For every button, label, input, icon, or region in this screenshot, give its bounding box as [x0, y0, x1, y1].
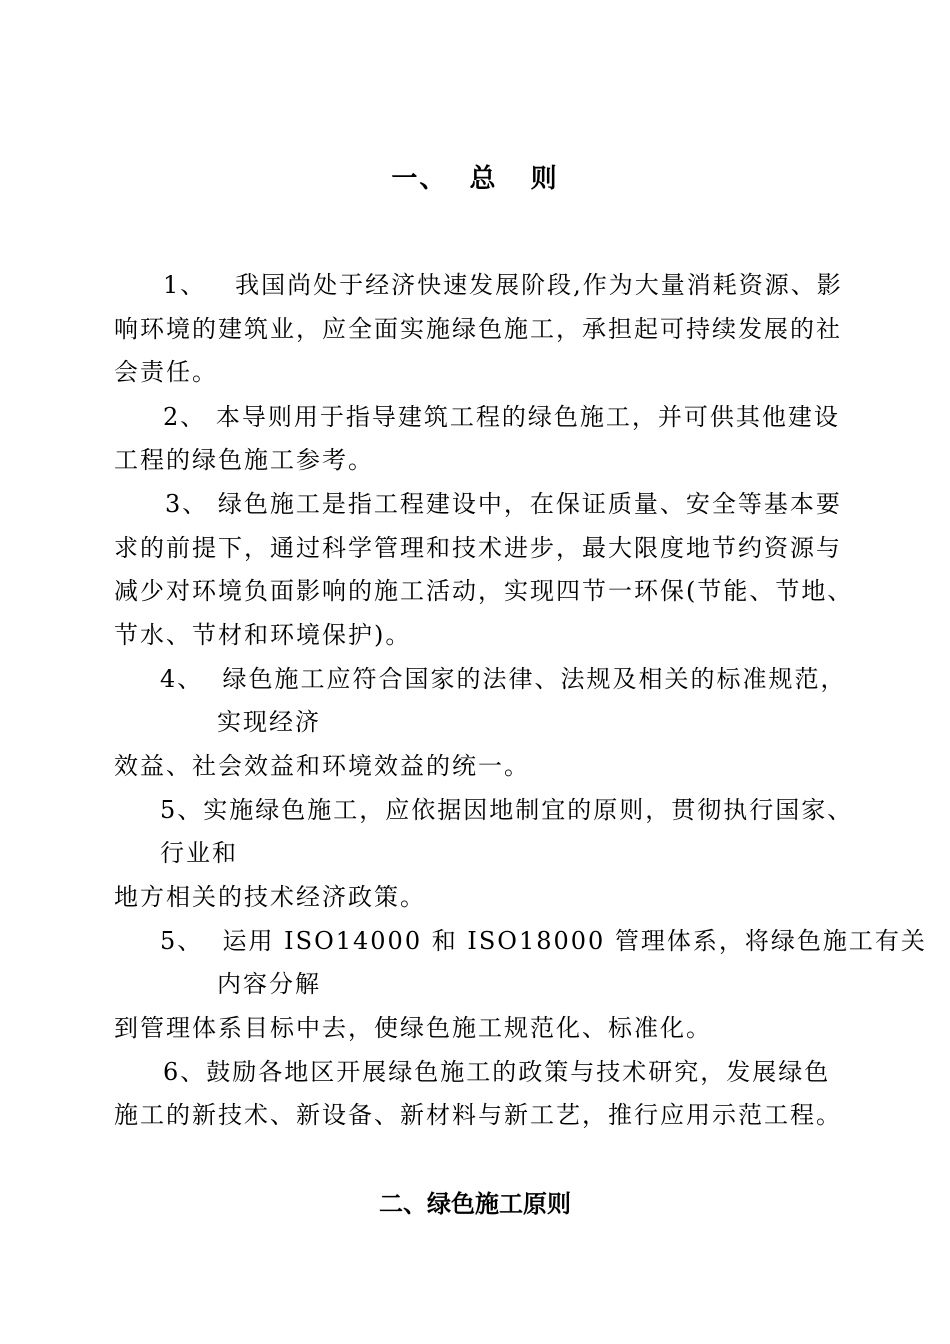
paragraph-line: 行业和: [160, 839, 238, 867]
paragraph-line: 响环境的建筑业，应全面实施绿色施工，承担起可持续发展的社: [114, 315, 842, 343]
paragraph-line: 地方相关的技术经济政策。: [114, 883, 426, 911]
paragraph-line: 减少对环境负面影响的施工活动，实现四节一环保(节能、节地、: [114, 577, 854, 605]
paragraph-line: 5、 运用 ISO14000 和 ISO18000 管理体系，将绿色施工有关: [160, 927, 927, 955]
section-heading-principles: 二、绿色施工原则: [379, 1190, 571, 1218]
paragraph-line: 4、 绿色施工应符合国家的法律、法规及相关的标准规范，: [160, 665, 847, 693]
paragraph-line: 效益、社会效益和环境效益的统一。: [114, 752, 530, 780]
paragraph-line: 工程的绿色施工参考。: [114, 446, 374, 474]
paragraph-line: 求的前提下，通过科学管理和技术进步，最大限度地节约资源与: [114, 534, 842, 562]
section-heading-general: 一、 总 则: [391, 164, 559, 194]
paragraph-line: 到管理体系目标中去，使绿色施工规范化、标准化。: [114, 1014, 712, 1042]
paragraph-line: 6、鼓励各地区开展绿色施工的政策与技术研究，发展绿色: [163, 1058, 831, 1086]
paragraph-line: 节水、节材和环境保护)。: [114, 621, 412, 649]
paragraph-line: 3、 绿色施工是指工程建设中，在保证质量、安全等基本要: [165, 490, 842, 518]
paragraph-line: 2、 本导则用于指导建筑工程的绿色施工，并可供其他建设: [163, 403, 840, 431]
paragraph-line: 内容分解: [217, 970, 321, 998]
paragraph-line: 1、 我国尚处于经济快速发展阶段,作为大量消耗资源、影: [163, 271, 843, 299]
paragraph-line: 施工的新技术、新设备、新材料与新工艺，推行应用示范工程。: [114, 1101, 842, 1129]
paragraph-line: 会责任。: [114, 358, 218, 386]
paragraph-line: 实现经济: [217, 708, 321, 736]
paragraph-line: 5、实施绿色施工，应依据因地制宜的原则，贯彻执行国家、: [160, 796, 854, 824]
